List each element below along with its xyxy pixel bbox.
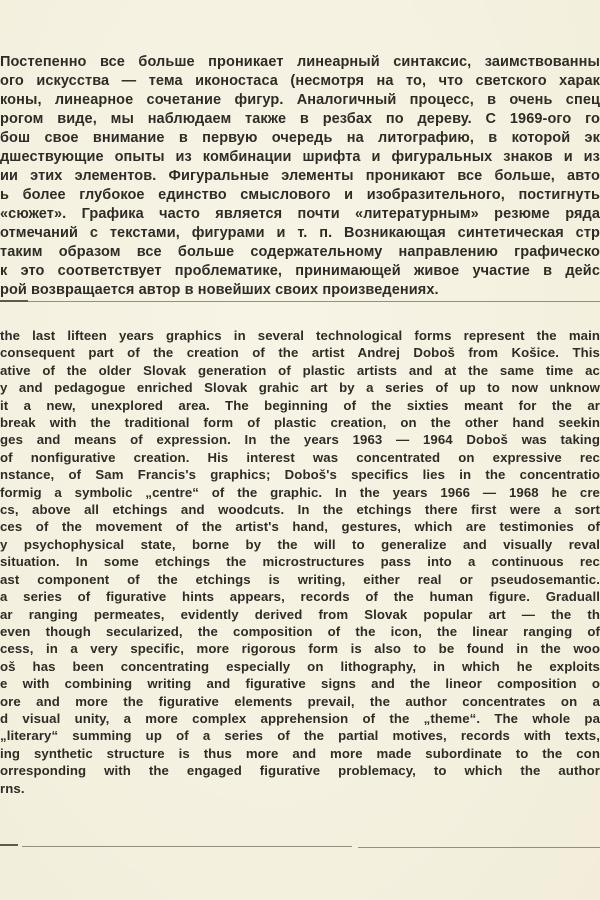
text-line: e with combining writing and figurative signs and the lineor composition o — [0, 676, 600, 692]
text-line: oš has been concentrating especially on lithography, in which he exploits — [0, 658, 600, 674]
text-line: rns. — [0, 780, 25, 796]
mid-divider-dark-segment — [0, 300, 28, 302]
text-line: бош свое внимание в первую очередь на литографию, в которой эк — [0, 130, 600, 146]
text-line: nstance, of Sam Francis's graphics; Doboš's specifics lies in the concentratio — [0, 467, 600, 483]
text-line: a series of figurative hints appears, records of the human figure. Graduall — [0, 589, 600, 605]
text-line: к это соответствует проблематике, принимающей живое участие в дейс — [0, 263, 600, 279]
bottom-divider-line-left — [22, 846, 352, 847]
text-line: situation. In some etchings the microstructures pass into a continuous rec — [0, 554, 600, 570]
text-line: orresponding with the engaged figurative problemacy, to which the author — [0, 763, 600, 779]
russian-paragraph — [0, 53, 600, 300]
text-line: Постепенно все больше проникает линеарный синтаксис, заимствованны — [0, 54, 600, 70]
text-line: cs, above all etchings and woodcuts. In the etchings there first were a sort — [0, 502, 600, 518]
text-line: formig a symbolic „centre“ of the graphic. In the years 1966 — 1968 he cre — [0, 484, 600, 500]
text-line: it a new, unexplored area. The beginning of the sixties meant for the ar — [0, 397, 600, 413]
text-line: ast component of the etchings is writing, either real or pseudosemantic. — [0, 571, 600, 587]
text-line: y psychophysical state, borne by the will to generalize and visually reval — [0, 536, 600, 552]
text-line: d visual unity, a more complex apprehension of the „theme“. The whole pa — [0, 710, 600, 726]
mid-divider-line — [28, 301, 600, 302]
text-line: y and pedagogue enriched Slovak grahic art by a series of up to now unknow — [0, 380, 600, 396]
text-line: ative of the older Slovak generation of plastic artists and at the same time ac — [0, 362, 600, 378]
text-line: break with the traditional form of plastic creation, on the other hand seekin — [0, 415, 600, 431]
english-paragraph — [0, 327, 600, 797]
text-line: таким образом все больше содержательному направлению графическо — [0, 244, 600, 260]
text-line: ing synthetic structure is thus more and more made subordinate to the con — [0, 745, 600, 761]
text-line: рогом виде, мы наблюдаем также в резбах по дереву. С 1969-ого го — [0, 111, 600, 127]
text-line: ar ranging permeates, evidently derived from Slovak popular art — the th — [0, 606, 600, 622]
text-line: ь более глубокое единство смыслового и изобразительного, постигнуть — [0, 187, 600, 203]
text-line: ces of the movement of the artist's hand, gestures, which are testimonies of — [0, 519, 600, 535]
text-line: consequent part of the creation of the artist Andrej Doboš from Košice. This — [0, 345, 600, 361]
bottom-divider-dark-segment — [0, 844, 18, 846]
text-line: дшествующие опыты из комбинации шрифта и фигуральных знаков и из — [0, 149, 600, 165]
text-line: cess, in a very specific, more rigorous form is also to be found in the woo — [0, 641, 600, 657]
text-line: ого искусства — тема иконостаса (несмотря на то, что светского харак — [0, 73, 600, 89]
text-line: коны, линеарное сочетание фигур. Аналогичный процесс, в очень спец — [0, 92, 600, 108]
text-line: ore and more the figurative elements prevail, the author concentrates on a — [0, 693, 600, 709]
text-line: the last lifteen years graphics in several technological forms represent the main — [0, 328, 600, 343]
text-line: ges and means of expression. In the years 1963 — 1964 Doboš was taking — [0, 432, 600, 448]
text-line: „literary“ summing up of a series of the partial motives, records with texts, — [0, 728, 600, 744]
text-line: «сюжет». Графика часто является почти «литературным» резюме ряда — [0, 206, 600, 222]
text-line: рой возвращается автор в новейших своих произведениях. — [0, 282, 439, 298]
bottom-divider-line-right — [358, 847, 600, 848]
text-line: отмечаний с текстами, фигурами и т. п. Возникающая синтетическая стр — [0, 225, 600, 241]
text-line: ии этих элементов. Фигуральные элементы проникают все больше, авто — [0, 168, 600, 184]
text-line: of nonfigurative creation. His interest was concentrated on expressive rec — [0, 449, 600, 465]
text-line: even though secularized, the composition of the icon, the linear ranging of — [0, 623, 600, 639]
